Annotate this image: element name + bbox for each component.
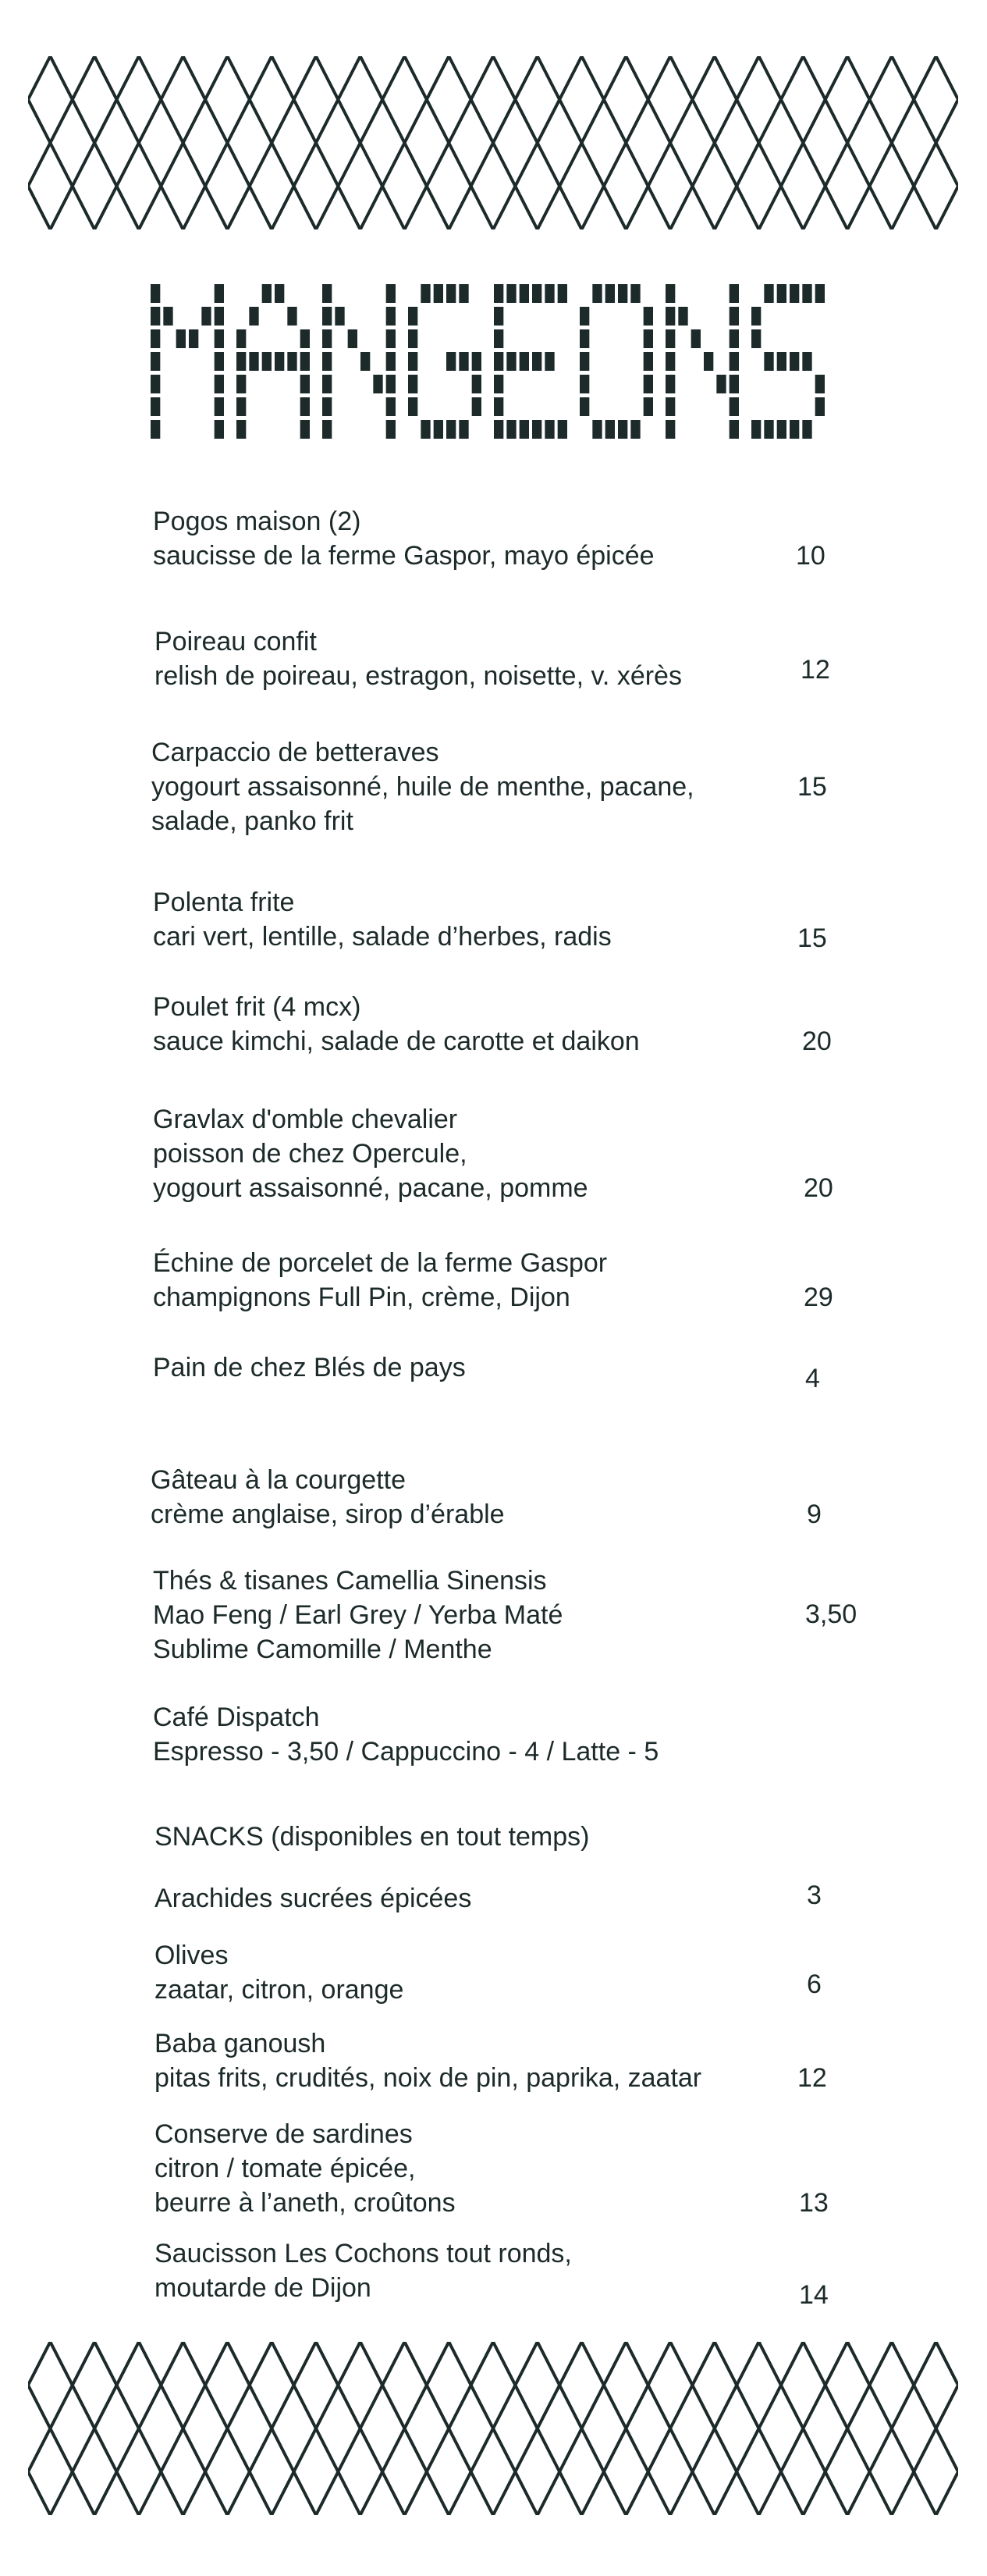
menu-item-title: Gravlax d'omble chevalier bbox=[153, 1105, 458, 1134]
menu-item bbox=[154, 2236, 572, 2305]
logo-mangeons bbox=[150, 283, 836, 442]
diamond-shape bbox=[471, 56, 516, 143]
diamond-shape bbox=[737, 2342, 781, 2428]
menu-item bbox=[151, 735, 694, 838]
diamond-shape bbox=[205, 143, 250, 229]
diamond-shape bbox=[73, 2342, 117, 2428]
logo-letter bbox=[408, 284, 481, 439]
diamond-shape bbox=[825, 2428, 870, 2515]
menu-item bbox=[153, 1700, 659, 1769]
menu-item-title: Carpaccio de betteraves bbox=[151, 738, 439, 767]
menu-item-description: Sublime Camomille / Menthe bbox=[153, 1635, 492, 1664]
diamond-shape bbox=[604, 56, 648, 143]
menu-item-description: saucisse de la ferme Gaspor, mayo épicée bbox=[153, 541, 655, 571]
diamond-shape bbox=[914, 56, 958, 143]
diamond-shape bbox=[648, 56, 693, 143]
diamond-shape bbox=[382, 56, 427, 143]
menu-item-price: 20 bbox=[802, 1026, 832, 1056]
diamond-shape bbox=[205, 2428, 250, 2515]
diamond-shape bbox=[559, 2342, 604, 2428]
menu-item bbox=[154, 1820, 589, 1854]
menu-item-title: Poulet frit (4 mcx) bbox=[153, 992, 361, 1022]
menu-item bbox=[153, 990, 640, 1059]
diamond-shape bbox=[869, 143, 914, 229]
diamond-shape bbox=[692, 143, 737, 229]
diamond-shape bbox=[161, 2428, 205, 2515]
diamond-shape bbox=[914, 143, 958, 229]
logo-letter bbox=[494, 284, 567, 439]
logo-letter bbox=[151, 284, 224, 439]
diamond-shape bbox=[117, 2342, 162, 2428]
diamond-shape bbox=[205, 2342, 250, 2428]
menu-item-title: Thés & tisanes Camellia Sinensis bbox=[153, 1566, 547, 1596]
diamond-shape bbox=[737, 56, 781, 143]
logo-letter bbox=[666, 284, 739, 439]
menu-item-description: zaatar, citron, orange bbox=[154, 1975, 404, 2005]
diamond-shape bbox=[338, 2428, 382, 2515]
menu-item-description: Espresso - 3,50 / Cappuccino - 4 / Latte - 5 bbox=[153, 1737, 659, 1767]
menu-item-description: yogourt assaisonné, pacane, pomme bbox=[153, 1173, 588, 1203]
diamond-shape bbox=[692, 2342, 737, 2428]
menu-item bbox=[153, 1102, 588, 1205]
menu-item bbox=[153, 1246, 607, 1315]
menu-item-title: Arachides sucrées épicées bbox=[154, 1884, 472, 1913]
menu-item-title: Gâteau à la courgette bbox=[151, 1465, 407, 1495]
diamond-shape bbox=[117, 56, 162, 143]
diamond-shape bbox=[692, 2428, 737, 2515]
diamond-shape bbox=[382, 2428, 427, 2515]
menu-item-title: Conserve de sardines bbox=[154, 2119, 413, 2149]
diamond-shape bbox=[28, 143, 73, 229]
menu-item-price: 13 bbox=[799, 2188, 829, 2218]
diamond-shape bbox=[161, 143, 205, 229]
diamond-shape bbox=[161, 56, 205, 143]
diamond-shape bbox=[737, 2428, 781, 2515]
diamond-shape bbox=[914, 2342, 958, 2428]
diamond-shape bbox=[117, 2428, 162, 2515]
menu-item-price: 12 bbox=[801, 655, 830, 685]
diamond-shape bbox=[294, 56, 339, 143]
diamond-shape bbox=[382, 143, 427, 229]
diamond-shape bbox=[559, 56, 604, 143]
menu-item-description: champignons Full Pin, crème, Dijon bbox=[153, 1283, 570, 1312]
diamond-shape bbox=[559, 143, 604, 229]
diamond-shape bbox=[781, 2428, 825, 2515]
menu-item-title: Polenta frite bbox=[153, 888, 295, 917]
menu-item bbox=[154, 624, 682, 693]
menu-item-description: salade, panko frit bbox=[151, 806, 353, 836]
menu-item bbox=[153, 504, 655, 573]
diamond-shape bbox=[737, 143, 781, 229]
diamond-shape bbox=[604, 2428, 648, 2515]
menu-item-price: 15 bbox=[797, 772, 827, 802]
menu-item bbox=[153, 1564, 563, 1667]
diamond-shape bbox=[161, 2342, 205, 2428]
diamond-shape bbox=[427, 2428, 471, 2515]
diamond-shape bbox=[250, 2342, 294, 2428]
diamond-shape bbox=[28, 2342, 73, 2428]
menu-item bbox=[153, 885, 612, 954]
menu-item-title: Pain de chez Blés de pays bbox=[153, 1353, 466, 1382]
menu-item bbox=[153, 1350, 466, 1385]
menu-item-description: relish de poireau, estragon, noisette, v. xérès bbox=[154, 661, 682, 691]
diamond-shape bbox=[648, 2428, 693, 2515]
menu-item-title: Saucisson Les Cochons tout ronds, bbox=[154, 2239, 572, 2268]
diamond-shape bbox=[294, 143, 339, 229]
diamond-shape bbox=[781, 2342, 825, 2428]
diamond-pattern-top bbox=[28, 56, 958, 229]
logo-letter bbox=[236, 284, 310, 439]
logo-letter bbox=[580, 284, 653, 439]
menu-item-description: pitas frits, crudités, noix de pin, paprika, zaatar bbox=[154, 2063, 702, 2093]
menu-item-description: citron / tomate épicée, bbox=[154, 2154, 416, 2183]
menu-item-price: 20 bbox=[804, 1173, 833, 1203]
menu-item-description: moutarde de Dijon bbox=[154, 2273, 371, 2303]
diamond-shape bbox=[117, 143, 162, 229]
menu-item-description: poisson de chez Opercule, bbox=[153, 1139, 467, 1169]
diamond-shape bbox=[869, 2428, 914, 2515]
diamond-shape bbox=[515, 2428, 559, 2515]
diamond-shape bbox=[515, 2342, 559, 2428]
diamond-shape bbox=[559, 2428, 604, 2515]
menu-item-price: 6 bbox=[807, 1969, 822, 1999]
diamond-shape bbox=[338, 56, 382, 143]
diamond-shape bbox=[338, 143, 382, 229]
diamond-shape bbox=[338, 2342, 382, 2428]
diamond-shape bbox=[73, 56, 117, 143]
menu-item-description: crème anglaise, sirop d’érable bbox=[151, 1500, 505, 1529]
diamond-shape bbox=[648, 143, 693, 229]
menu-item-price: 15 bbox=[797, 923, 827, 953]
diamond-shape bbox=[427, 143, 471, 229]
menu-item bbox=[154, 1938, 403, 2007]
menu-item-title: SNACKS (disponibles en tout temps) bbox=[154, 1822, 590, 1852]
diamond-shape bbox=[471, 143, 516, 229]
menu-item-price: 4 bbox=[805, 1364, 820, 1393]
menu-item-price: 29 bbox=[804, 1283, 833, 1312]
diamond-shape bbox=[604, 143, 648, 229]
diamond-shape bbox=[515, 56, 559, 143]
menu-item-description: cari vert, lentille, salade d’herbes, radis bbox=[153, 922, 612, 952]
diamond-shape bbox=[825, 2342, 870, 2428]
menu-item-title: Olives bbox=[154, 1941, 229, 1970]
menu-item bbox=[154, 1881, 471, 1916]
diamond-shape bbox=[471, 2428, 516, 2515]
menu-item-description: beurre à l’aneth, croûtons bbox=[154, 2188, 456, 2218]
menu-item-title: Pogos maison (2) bbox=[153, 507, 361, 536]
diamond-shape bbox=[825, 56, 870, 143]
menu-item bbox=[154, 2026, 701, 2095]
diamond-shape bbox=[205, 56, 250, 143]
menu-item-price: 14 bbox=[799, 2280, 829, 2310]
menu-item-title: Poireau confit bbox=[154, 627, 317, 656]
menu-item-description: Mao Feng / Earl Grey / Yerba Maté bbox=[153, 1600, 563, 1630]
menu-item bbox=[151, 1463, 505, 1532]
diamond-shape bbox=[294, 2342, 339, 2428]
menu-item-title: Café Dispatch bbox=[153, 1703, 320, 1732]
diamond-shape bbox=[28, 2428, 73, 2515]
diamond-shape bbox=[825, 143, 870, 229]
diamond-shape bbox=[648, 2342, 693, 2428]
menu-item-title: Échine de porcelet de la ferme Gaspor bbox=[153, 1248, 608, 1278]
diamond-shape bbox=[869, 56, 914, 143]
diamond-shape bbox=[427, 56, 471, 143]
diamond-shape bbox=[692, 56, 737, 143]
diamond-shape bbox=[73, 143, 117, 229]
diamond-pattern-bottom bbox=[28, 2342, 958, 2515]
menu-item-price: 10 bbox=[796, 541, 825, 571]
menu-item-price: 9 bbox=[807, 1500, 822, 1529]
menu-item-description: sauce kimchi, salade de carotte et daikon bbox=[153, 1026, 640, 1056]
menu-item-price: 3,50 bbox=[805, 1599, 857, 1629]
menu-item-price: 12 bbox=[797, 2063, 827, 2093]
diamond-shape bbox=[515, 143, 559, 229]
diamond-shape bbox=[382, 2342, 427, 2428]
diamond-shape bbox=[781, 56, 825, 143]
diamond-shape bbox=[869, 2342, 914, 2428]
diamond-shape bbox=[427, 2342, 471, 2428]
diamond-shape bbox=[28, 56, 73, 143]
diamond-shape bbox=[604, 2342, 648, 2428]
diamond-shape bbox=[294, 2428, 339, 2515]
logo-letter bbox=[322, 284, 396, 439]
diamond-shape bbox=[250, 2428, 294, 2515]
menu-item bbox=[154, 2117, 456, 2220]
diamond-shape bbox=[73, 2428, 117, 2515]
menu-item-title: Baba ganoush bbox=[154, 2029, 326, 2058]
diamond-shape bbox=[781, 143, 825, 229]
diamond-shape bbox=[471, 2342, 516, 2428]
menu-item-price: 3 bbox=[807, 1880, 822, 1910]
menu-item-description: yogourt assaisonné, huile de menthe, pacane, bbox=[151, 772, 694, 802]
logo-letter bbox=[751, 284, 825, 439]
diamond-shape bbox=[250, 143, 294, 229]
diamond-shape bbox=[250, 56, 294, 143]
diamond-shape bbox=[914, 2428, 958, 2515]
